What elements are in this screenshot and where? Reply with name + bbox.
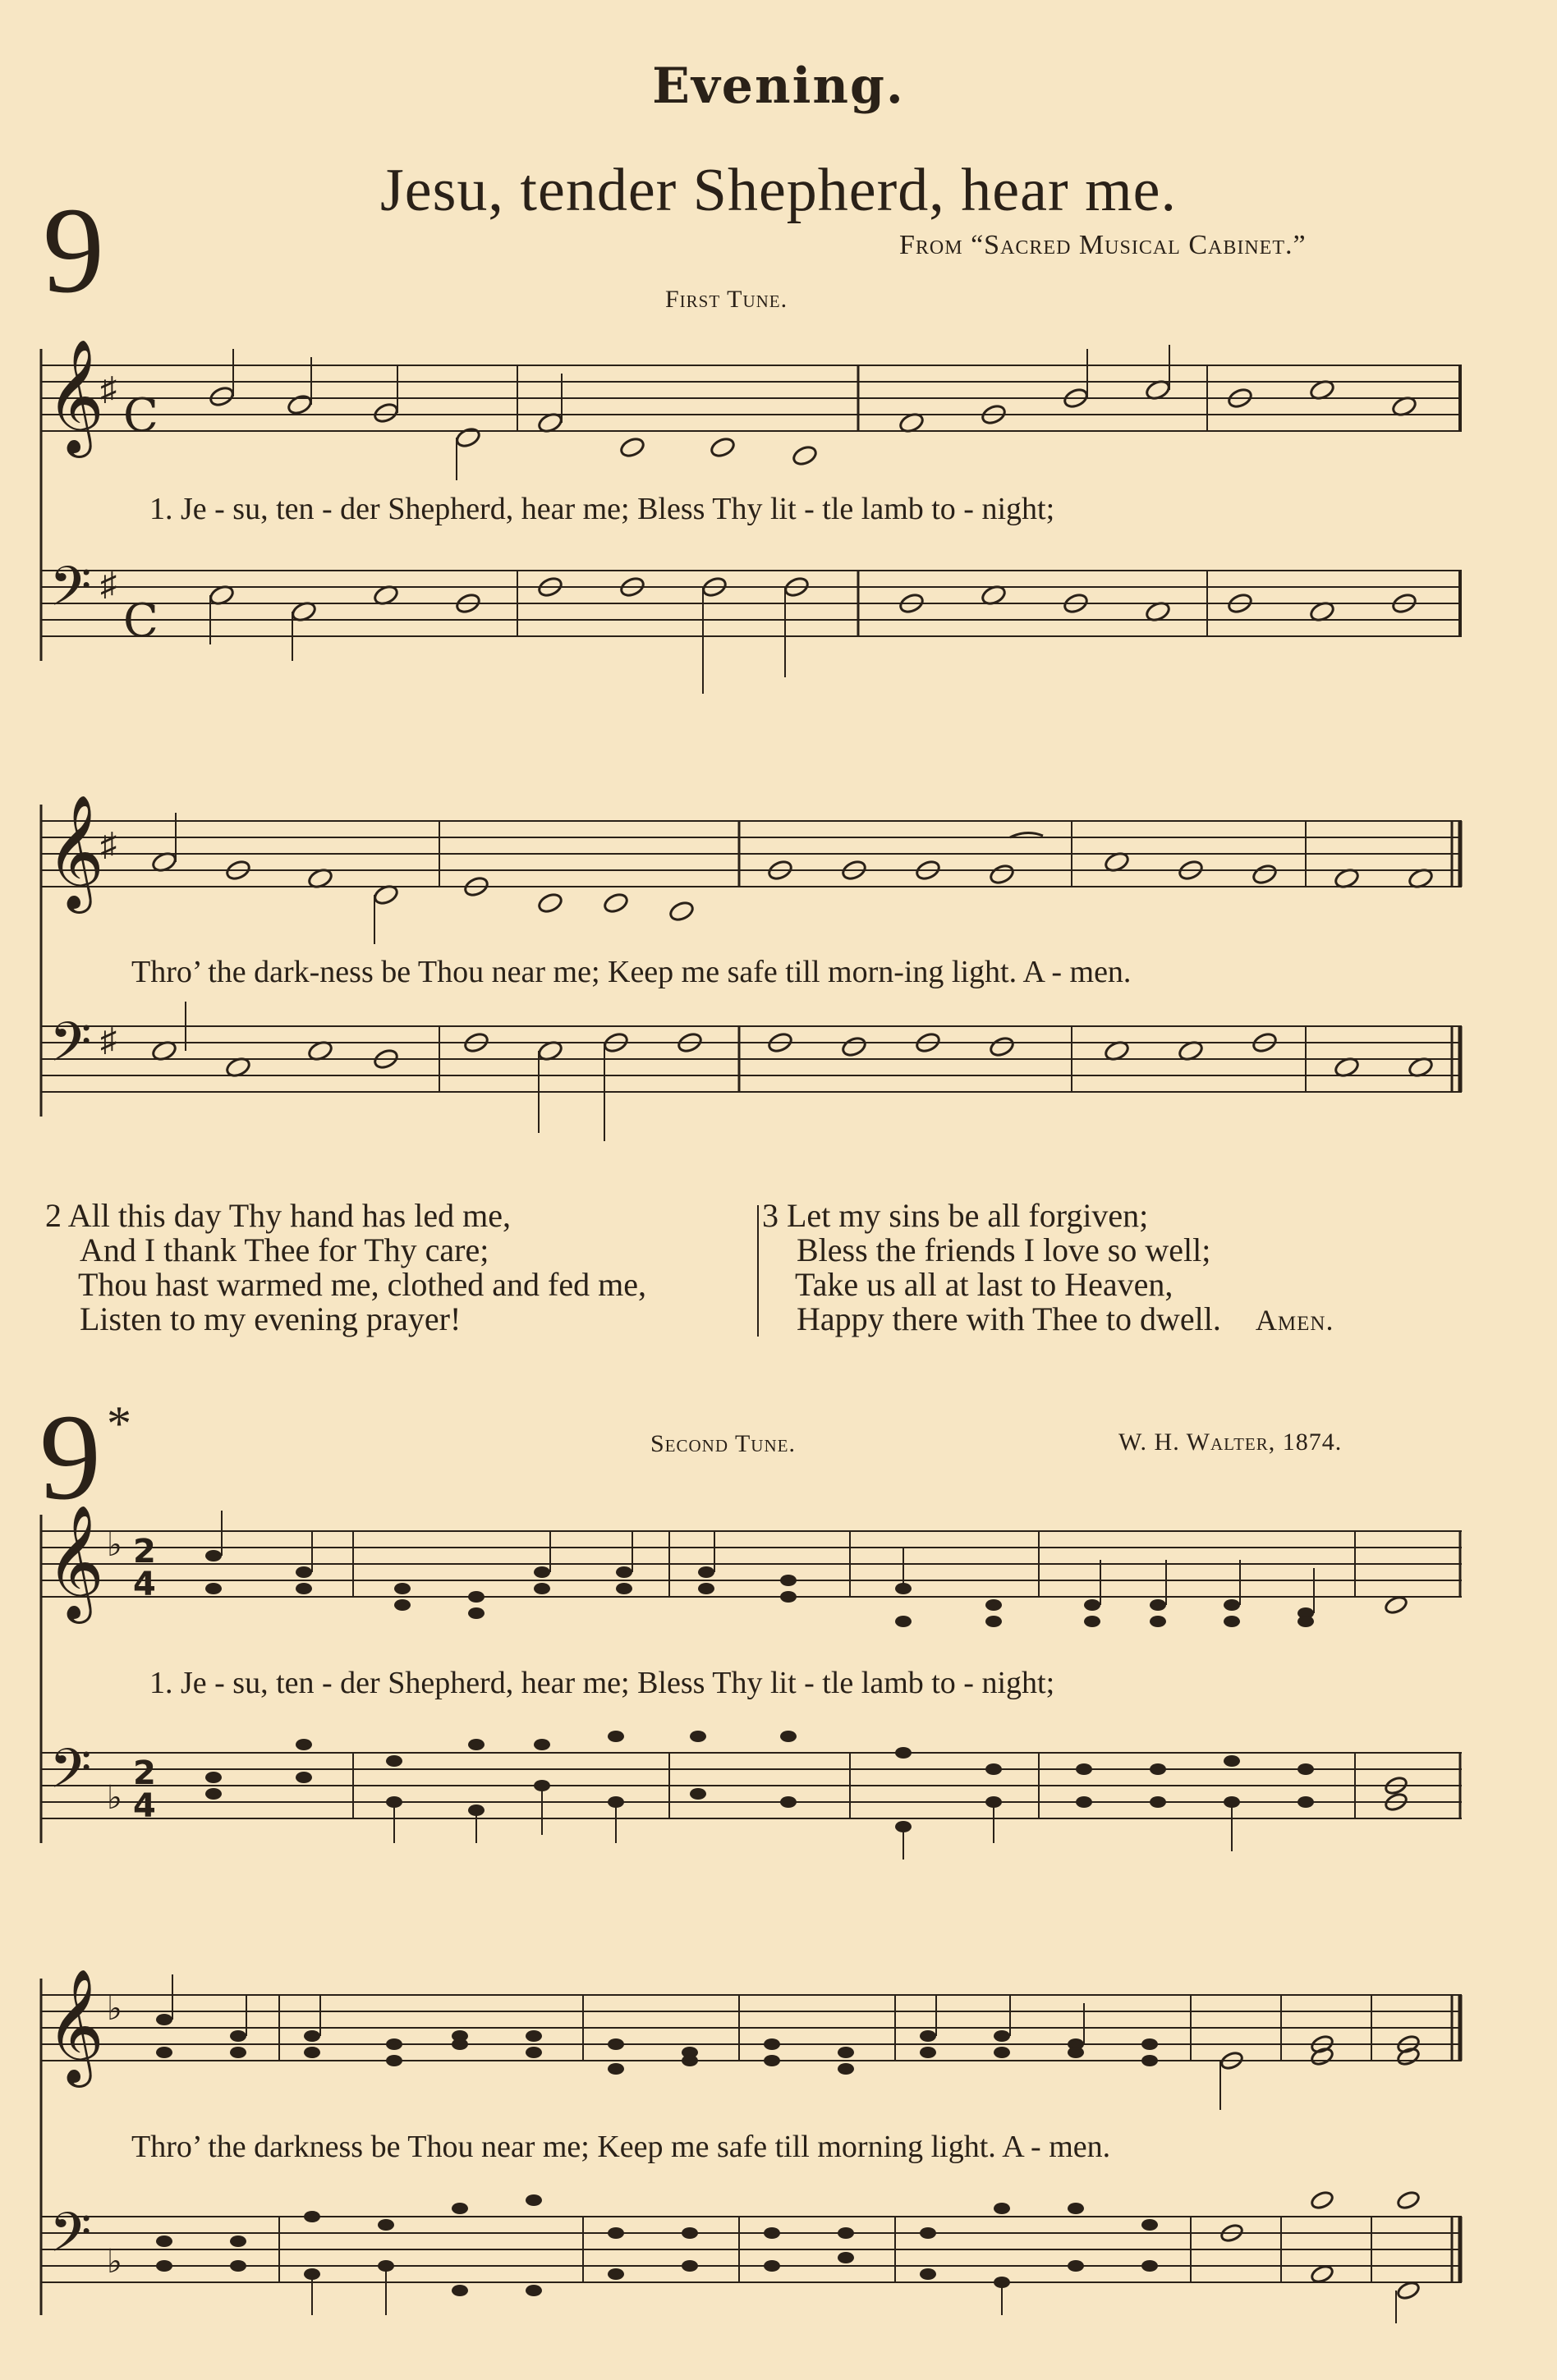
stanza-2-line-1: 2 All this day Thy hand has led me,: [45, 1197, 511, 1234]
svg-text:𝄢: 𝄢: [49, 555, 92, 631]
svg-text:♭: ♭: [107, 1779, 122, 1816]
stanza-2-line-2: And I thank Thee for Thy care;: [80, 1231, 489, 1268]
svg-text:2: 2: [133, 1754, 156, 1792]
hymn-title: Jesu, tender Shepherd, hear me.: [379, 157, 1178, 224]
stanza-2: [45, 1199, 646, 1337]
lyrics-system-2: Thro’ the dark-ness be Thou near me; Keep me safe till morn-ing light. A - men.: [131, 955, 1132, 989]
svg-text:4: 4: [133, 1566, 156, 1603]
svg-text:♭: ♭: [107, 1990, 122, 2027]
stanza-2-line-3: Thou hast warmed me, clothed and fed me,: [78, 1266, 646, 1303]
hymn-number-second: 9: [39, 1389, 101, 1525]
svg-text:𝄢: 𝄢: [49, 1737, 92, 1814]
tune-name: First Tune.: [665, 286, 788, 313]
page-header: Evening.: [652, 57, 905, 115]
svg-text:C: C: [123, 594, 158, 648]
stanza-3-line-4-text: Happy there with Thee to dwell.: [797, 1300, 1221, 1337]
stanza-3-line-3: Take us all at last to Heaven,: [795, 1266, 1173, 1303]
svg-text:♯: ♯: [100, 826, 117, 863]
svg-text:C: C: [123, 389, 158, 443]
lyrics-system-3: 1. Je - su, ten - der Shepherd, hear me; Bless Thy lit - tle lamb to - night;: [149, 1666, 1055, 1700]
svg-text:𝄞: 𝄞: [46, 1969, 104, 2083]
hymn-number-asterisk: *: [107, 1396, 131, 1451]
svg-text:2: 2: [133, 1533, 156, 1571]
stanza-3-line-2: Bless the friends I love so well;: [797, 1231, 1211, 1268]
svg-text:𝄢: 𝄢: [49, 1011, 92, 1087]
stanza-3-line-1: 3 Let my sins be all forgiven;: [762, 1197, 1149, 1234]
svg-text:♭: ♭: [107, 1526, 122, 1563]
composer: W. H. Walter, 1874.: [1118, 1428, 1343, 1456]
svg-text:𝄞: 𝄞: [46, 339, 104, 453]
svg-text:𝄢: 𝄢: [49, 2201, 92, 2277]
svg-text:♯: ♯: [100, 1021, 117, 1058]
tune-source: From “Sacred Musical Cabinet.”: [899, 230, 1307, 260]
svg-text:4: 4: [133, 1787, 156, 1825]
stanza-3-amen: Amen.: [1255, 1304, 1334, 1337]
stanza-3: [762, 1199, 1334, 1337]
svg-text:♭: ♭: [107, 2243, 122, 2280]
svg-text:♯: ♯: [100, 566, 117, 603]
svg-text:♯: ♯: [100, 370, 117, 407]
svg-text:𝄞: 𝄞: [46, 1505, 104, 1619]
tune-name-second: Second Tune.: [650, 1430, 796, 1457]
lyrics-system-4: Thro’ the darkness be Thou near me; Keep me safe till morning light. A - men.: [131, 2130, 1111, 2164]
stanza-2-line-4: Listen to my evening prayer!: [80, 1300, 462, 1337]
hymn-number: 9: [43, 182, 104, 319]
svg-text:𝄞: 𝄞: [46, 795, 104, 909]
stanza-divider: [757, 1205, 759, 1337]
stanza-3-line-4: [762, 1302, 1334, 1337]
lyrics-system-1: 1. Je - su, ten - der Shepherd, hear me; Bless Thy lit - tle lamb to - night;: [149, 492, 1055, 526]
